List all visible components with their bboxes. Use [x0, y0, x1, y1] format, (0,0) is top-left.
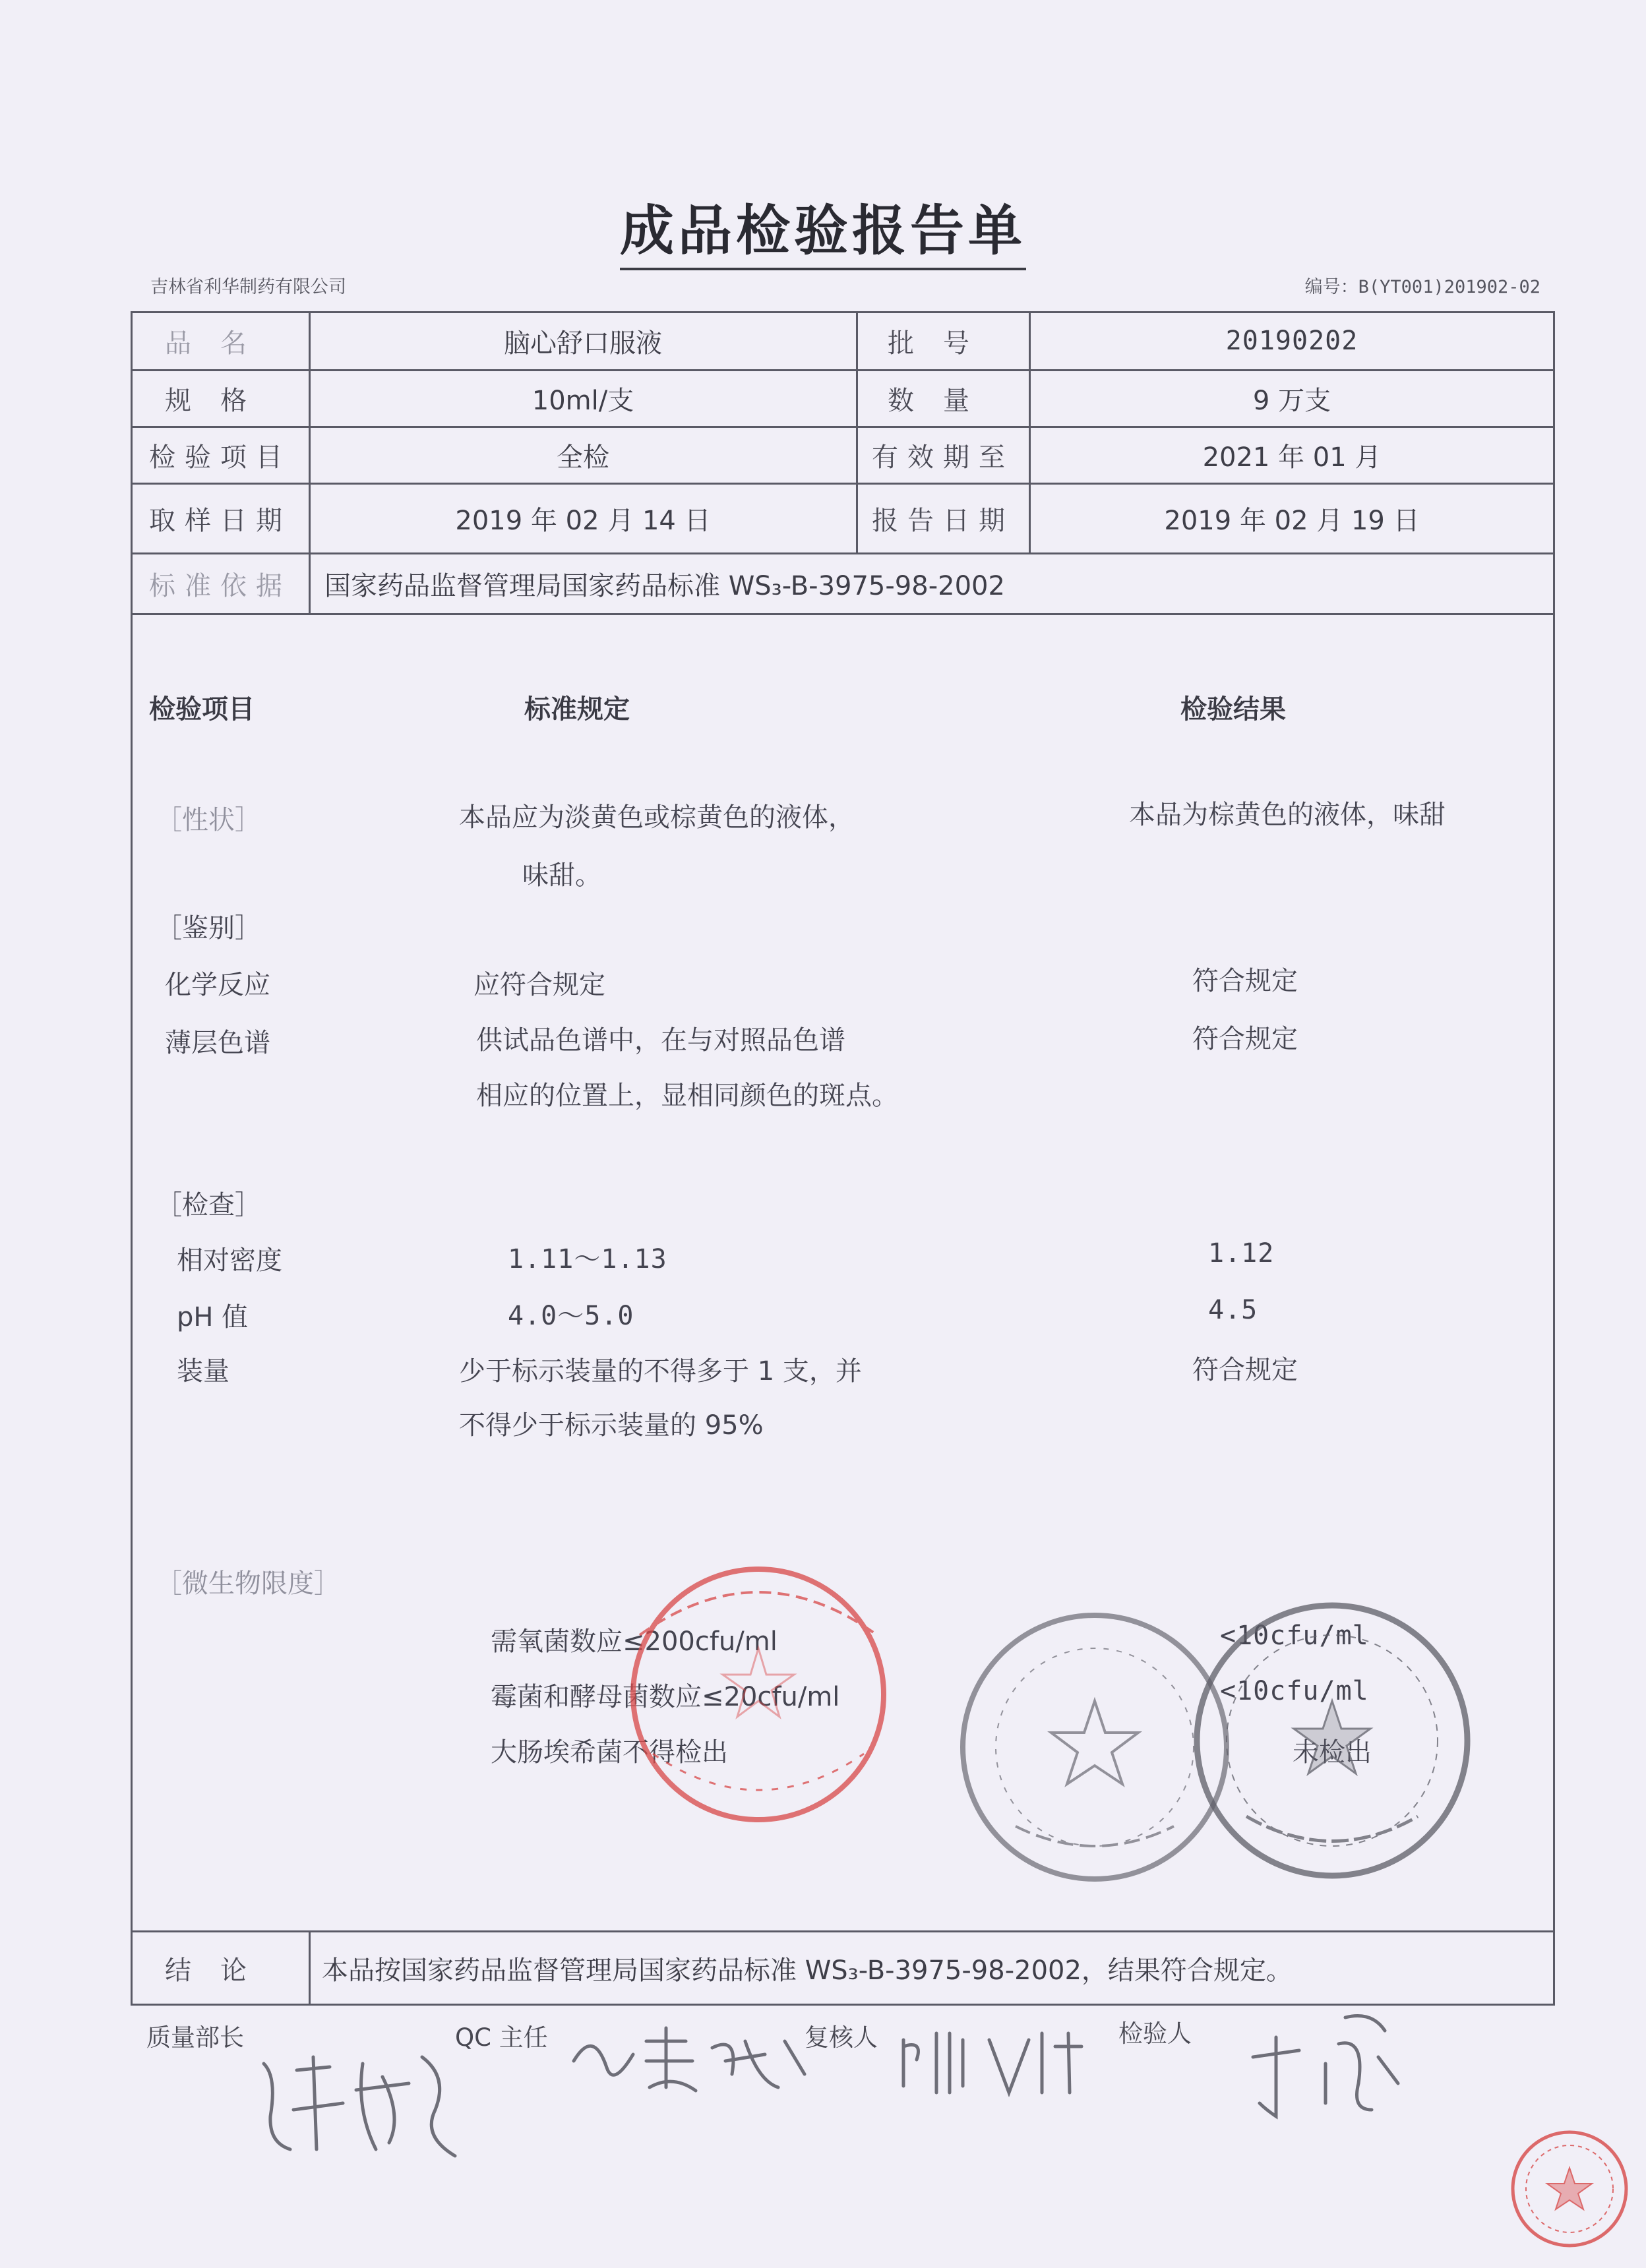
- report-date-value: 2019 年 02 月 19 日: [1164, 505, 1420, 536]
- red-company-seal: [594, 1536, 923, 1853]
- chem-reaction-requirement: 应符合规定: [473, 970, 605, 1000]
- aerobic-count-requirement: 需氧菌数应≤200cfu/ml: [491, 1626, 777, 1657]
- ph-requirement: 4.0～5.0: [508, 1301, 634, 1331]
- grid-line: [131, 613, 1555, 615]
- section-inspection: ［检查］: [156, 1190, 261, 1220]
- expiry-label: 有效期至: [872, 442, 1014, 473]
- quality-head-label: 质量部长: [146, 2023, 244, 2052]
- appearance-requirement-line2: 味甜。: [522, 860, 601, 891]
- quantity-value: 9 万支: [1252, 385, 1331, 416]
- expiry-value: 2021 年 01 月: [1202, 442, 1382, 473]
- fill-volume-requirement-line2: 不得少于标示装量的 95%: [459, 1410, 764, 1441]
- column-header-result: 检验结果: [1180, 694, 1286, 725]
- tlc-item: 薄层色谱: [165, 1028, 270, 1058]
- spec-label: 规格: [165, 385, 276, 416]
- product-name-label: 品名: [165, 328, 276, 359]
- ecoli-requirement: 大肠埃希菌不得检出: [491, 1737, 728, 1768]
- column-header-requirement: 标准规定: [524, 694, 630, 725]
- column-header-item: 检验项目: [149, 694, 255, 725]
- report-date-label: 报告日期: [872, 505, 1014, 536]
- tlc-result: 符合规定: [1192, 1024, 1298, 1054]
- fill-volume-item: 装量: [177, 1356, 229, 1387]
- tlc-requirement-line2: 相应的位置上，显相同颜色的斑点。: [476, 1081, 898, 1111]
- mold-yeast-requirement: 霉菌和酵母菌数应≤20cfu/ml: [491, 1682, 840, 1712]
- test-item-value: 全检: [557, 442, 609, 473]
- fill-volume-result: 符合规定: [1192, 1355, 1298, 1385]
- quantity-label: 数量: [888, 385, 998, 416]
- batch-label: 批号: [888, 328, 998, 359]
- report-title: 成品检验报告单: [0, 188, 1646, 265]
- ph-result: 4.5: [1208, 1295, 1258, 1325]
- chem-reaction-result: 符合规定: [1192, 966, 1298, 996]
- ph-item: pH 值: [177, 1302, 249, 1332]
- sampling-date-value: 2019 年 02 月 14 日: [455, 505, 711, 536]
- standard-value: 国家药品监督管理局国家药品标准 WS₃-B-3975-98-2002: [324, 570, 1005, 601]
- section-identification: ［鉴别］: [156, 913, 261, 943]
- standard-label: 标准依据: [149, 570, 291, 601]
- ecoli-result: 未检出: [1293, 1737, 1372, 1768]
- density-item: 相对密度: [177, 1245, 282, 1276]
- appearance-requirement-line1: 本品应为淡黄色或棕黄色的液体，: [459, 802, 855, 833]
- density-result: 1.12: [1208, 1238, 1275, 1268]
- reviewer-label: 复核人: [805, 2023, 878, 2052]
- test-item-label: 检验项目: [149, 442, 291, 473]
- product-name-value: 脑心舒口服液: [504, 328, 662, 359]
- qc-head-label: QC 主任: [455, 2023, 548, 2052]
- inspector-label: 检验人: [1118, 2019, 1192, 2048]
- appearance-result: 本品为棕黄色的液体，味甜: [1129, 800, 1446, 830]
- density-requirement: 1.11～1.13: [508, 1244, 667, 1274]
- inspector-signature: [1240, 2004, 1411, 2123]
- grey-inspection-seal-right: [1174, 1582, 1490, 1899]
- conclusion-label: 结论: [165, 1955, 276, 1986]
- chem-reaction-item: 化学反应: [165, 970, 270, 1000]
- tlc-requirement-line1: 供试品色谱中，在与对照品色谱: [476, 1025, 845, 1056]
- qc-head-signature: [567, 2015, 818, 2107]
- company-name: 吉林省利华制药有限公司: [150, 277, 346, 297]
- section-appearance: ［性状］: [156, 805, 261, 835]
- batch-value: 20190202: [1225, 326, 1358, 356]
- aerobic-count-result: <10cfu/ml: [1220, 1621, 1369, 1651]
- mold-yeast-result: <10cfu/ml: [1220, 1676, 1369, 1706]
- document-number: 编号：B(YT001)201902-02: [1304, 277, 1540, 297]
- reviewer-signature: [897, 2020, 1095, 2099]
- sampling-date-label: 取样日期: [149, 505, 291, 536]
- spec-value: 10ml/支: [532, 385, 634, 416]
- conclusion-text: 本品按国家药品监督管理局国家药品标准 WS₃-B-3975-98-2002，结果符合规定。: [322, 1955, 1293, 1986]
- fill-volume-requirement-line1: 少于标示装量的不得多于 1 支，并: [459, 1356, 862, 1387]
- corner-red-seal: [1504, 2123, 1635, 2255]
- quality-head-signature: [251, 2037, 475, 2169]
- section-microbial: ［微生物限度］: [156, 1568, 340, 1599]
- grid-line: [309, 1930, 311, 2006]
